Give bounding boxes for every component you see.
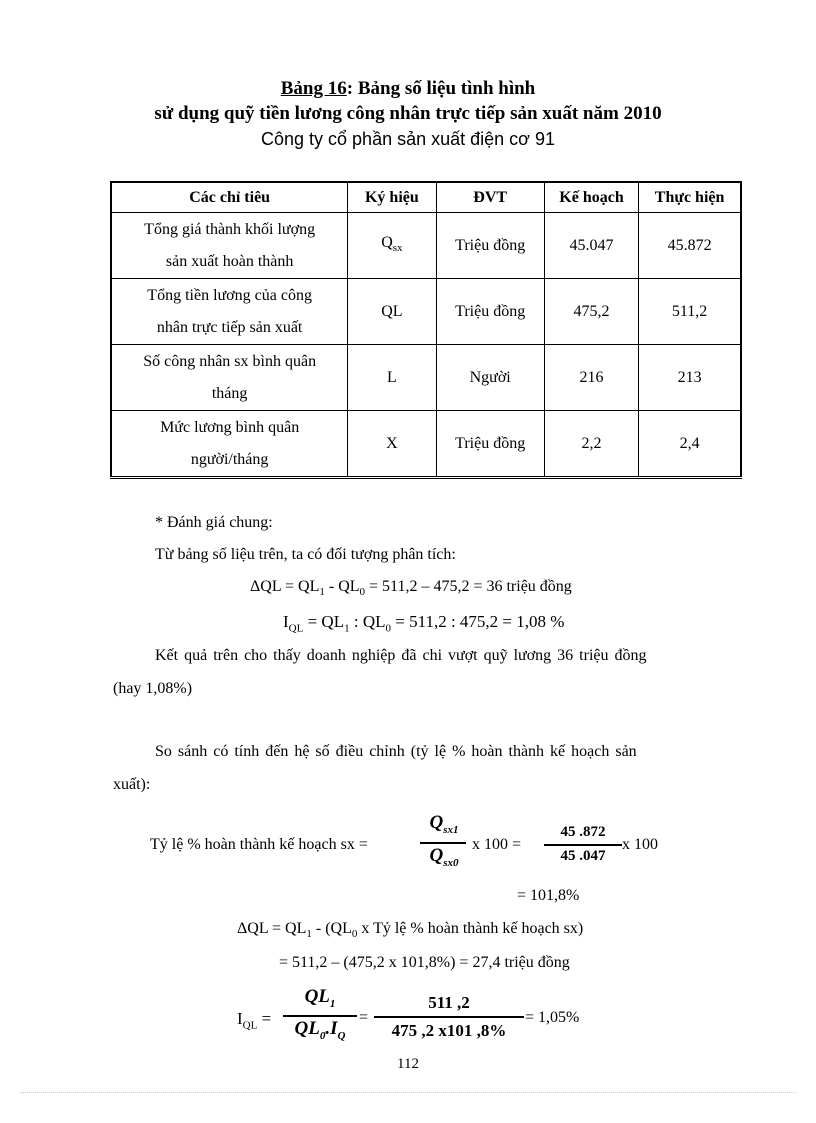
indicator-line: Số công nhân sx bình quân: [143, 352, 317, 370]
row-plan: 216: [544, 345, 638, 411]
fraction-bar: [544, 844, 622, 846]
indicator-line: sản xuất hoàn thành: [165, 252, 294, 270]
eq-part: : QL: [349, 612, 386, 631]
eq-part: = 511,2 : 475,2 = 1,08 %: [390, 612, 565, 631]
bottom-divider: [20, 1092, 796, 1093]
indicator-line: nhân trực tiếp sản xuất: [156, 318, 303, 336]
frac-num: QL: [304, 986, 330, 1007]
indicator-line: Tổng giá thành khối lượng: [144, 220, 316, 238]
header-indicator: Các chỉ tiêu: [111, 182, 348, 213]
eq-part: - (QL: [311, 920, 352, 937]
fraction-bar: [283, 1015, 357, 1017]
header-actual: Thực hiện: [639, 182, 741, 213]
compare-line2: xuất):: [113, 776, 151, 793]
row-unit: Người: [436, 345, 544, 411]
eq-part: I: [283, 612, 289, 631]
eq-sub: 0: [351, 928, 358, 941]
table-number: Bảng 16: [280, 78, 347, 99]
symbol: Q: [381, 233, 393, 251]
symbol: X: [386, 434, 398, 452]
frac-den-sub: Q: [337, 1029, 346, 1042]
result-line2: (hay 1,08%): [113, 680, 193, 697]
table-title-line2: sử dụng quỹ tiền lương công nhân trực tiếp sản xuất năm 2010: [154, 103, 662, 124]
eq-sub: 0: [359, 586, 366, 599]
fraction3-den: [283, 1018, 357, 1042]
eq-sub: 1: [344, 622, 350, 635]
data-table: [110, 181, 742, 479]
row-indicator: [111, 213, 348, 279]
symbol: QL: [381, 302, 403, 320]
frac-num-sub: 1: [329, 997, 336, 1010]
fraction-bar: [374, 1016, 524, 1018]
eq-sub: QL: [288, 622, 304, 635]
fraction-bar: [420, 842, 466, 844]
frac-num-sub: sx1: [443, 823, 459, 836]
eq-part: = 511,2 – 475,2 = 36 triệu đồng: [365, 578, 572, 595]
compare-line1: So sánh có tính đến hệ số điều chỉnh (tỷ lệ % hoàn thành kế hoạch sản: [155, 743, 637, 760]
header-symbol: Ký hiệu: [348, 182, 436, 213]
row-plan: 475,2: [544, 279, 638, 345]
indicator-line: Mức lương bình quân: [160, 418, 300, 436]
eq-part: =: [257, 1009, 272, 1028]
frac-den: Q: [429, 845, 444, 866]
table-header-row: [111, 182, 741, 213]
eq-part: ΔQL = QL: [237, 920, 307, 937]
header-unit: ĐVT: [436, 182, 544, 213]
page-number: 112: [397, 1056, 419, 1072]
frac-den-sub: 0: [319, 1029, 326, 1042]
indicator-line: Tổng tiền lương của công: [147, 286, 312, 304]
times100-b: x 100: [622, 836, 658, 853]
eq-sign: =: [359, 1009, 369, 1026]
row-symbol: [348, 411, 436, 478]
table-title: [0, 78, 816, 100]
equation-iql: [283, 612, 564, 634]
header-plan: Kế hoạch: [544, 182, 638, 213]
symbol: L: [386, 368, 397, 386]
frac-den-sub: sx0: [443, 856, 459, 869]
eq-sub: 1: [306, 928, 312, 941]
equation-delta-ql-adjusted: [237, 920, 583, 940]
company-subtitle: Công ty cổ phần sản xuất điện cơ 91: [261, 129, 555, 149]
eval-heading: * Đánh giá chung:: [155, 514, 273, 531]
table-title-rest: : Bảng số liệu tình hình: [346, 78, 536, 99]
fraction2-den: 45 .047: [560, 848, 606, 864]
row-indicator: [111, 411, 348, 478]
table-row: [111, 213, 741, 279]
table-row: [111, 411, 741, 478]
ratio-label: Tỷ lệ % hoàn thành kế hoạch sx =: [150, 836, 368, 853]
equation-delta-ql: [250, 578, 572, 598]
times100-a: x 100 =: [472, 836, 522, 853]
indicator-line: tháng: [211, 384, 248, 402]
eq-sub: QL: [242, 1019, 258, 1032]
equation-result-274: = 511,2 – (475,2 x 101,8%) = 27,4 triệu đồng: [279, 954, 570, 971]
fraction4-den: 475 ,2 x101 ,8%: [391, 1021, 507, 1040]
fraction4-num: 511 ,2: [428, 993, 470, 1012]
row-symbol: [348, 345, 436, 411]
row-plan: 2,2: [544, 411, 638, 478]
fraction-qsx0: [420, 845, 468, 869]
row-actual: 2,4: [639, 411, 741, 478]
frac-den: .I: [325, 1018, 338, 1039]
eq-sub: 1: [319, 586, 325, 599]
row-plan: 45.047: [544, 213, 638, 279]
eq-part: ΔQL = QL: [250, 578, 320, 595]
row-indicator: [111, 279, 348, 345]
table-row: [111, 345, 741, 411]
eq-part: = QL: [303, 612, 345, 631]
iql-result: = 1,05%: [525, 1009, 580, 1026]
row-unit: Triệu đồng: [436, 411, 544, 478]
row-indicator: [111, 345, 348, 411]
table-row: [111, 279, 741, 345]
row-actual: 213: [639, 345, 741, 411]
row-actual: 511,2: [639, 279, 741, 345]
ratio-result: = 101,8%: [517, 887, 580, 904]
frac-num: Q: [429, 812, 444, 833]
iql-label: [237, 1009, 271, 1031]
fraction2-num: 45 .872: [560, 824, 606, 840]
row-actual: 45.872: [639, 213, 741, 279]
eq-part: - QL: [324, 578, 360, 595]
result-line1: Kết quả trên cho thấy doanh nghiệp đã chi vượt quỹ lương 36 triệu đồng: [155, 647, 647, 664]
fraction3-num: [283, 986, 357, 1010]
row-unit: Triệu đồng: [436, 213, 544, 279]
row-symbol: [348, 279, 436, 345]
eq-part: I: [237, 1009, 243, 1028]
symbol-sub: sx: [392, 242, 403, 255]
row-unit: Triệu đồng: [436, 279, 544, 345]
eq-part: x Tỷ lệ % hoàn thành kế hoạch sx): [357, 920, 584, 937]
row-symbol: [348, 213, 436, 279]
fraction-qsx1: [420, 812, 468, 836]
indicator-line: người/tháng: [190, 450, 269, 468]
eq-sub: 0: [385, 622, 391, 635]
intro-text: Từ bảng số liệu trên, ta có đối tượng phân tích:: [155, 546, 456, 563]
frac-den: QL: [294, 1018, 320, 1039]
